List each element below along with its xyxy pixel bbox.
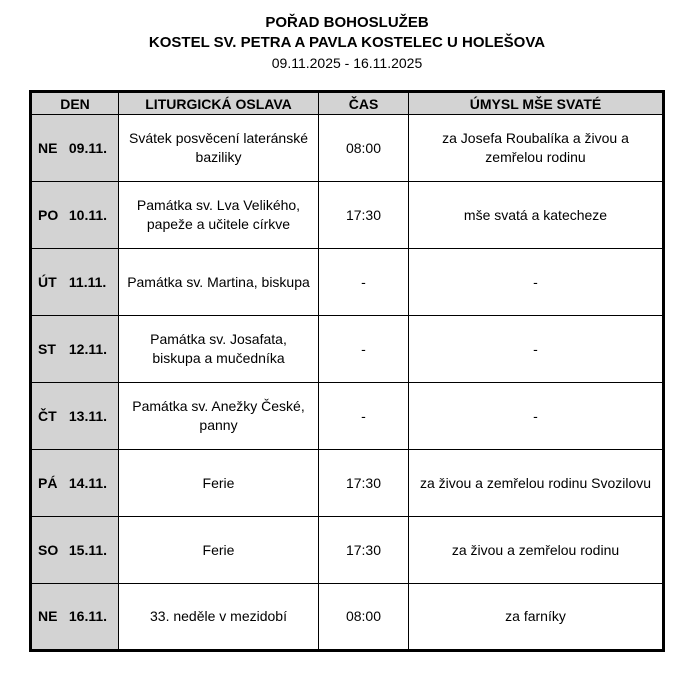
day-cell: [31, 517, 119, 584]
time-cell: 17:30: [319, 450, 409, 517]
table-row: [31, 517, 664, 584]
col-header-celebration: LITURGICKÁ OSLAVA: [119, 92, 319, 115]
intention-cell: -: [409, 316, 664, 383]
day-cell: [31, 182, 119, 249]
day-abbrev: PÁ: [38, 474, 58, 491]
time-cell: 17:30: [319, 517, 409, 584]
intention-cell: -: [409, 383, 664, 450]
intention-cell: za farníky: [409, 584, 664, 651]
table-row: [31, 383, 664, 450]
time-cell: -: [319, 383, 409, 450]
col-header-time: ČAS: [319, 92, 409, 115]
table-row: [31, 584, 664, 651]
church-title: KOSTEL SV. PETRA A PAVLA KOSTELEC U HOLEŠOVA: [148, 34, 546, 51]
celebration-cell: Památka sv. Martina, biskupa: [119, 249, 319, 316]
day-cell: [31, 115, 119, 182]
table-row: [31, 182, 664, 249]
table-row: [31, 115, 664, 182]
day-abbrev: NE: [38, 139, 58, 156]
day-abbrev: SO: [38, 541, 59, 558]
table-row: [31, 316, 664, 383]
table-row: [31, 249, 664, 316]
day-cell: [31, 249, 119, 316]
day-abbrev: NE: [38, 608, 58, 624]
day-cell: [31, 584, 119, 651]
day-date: 11.11.: [68, 273, 107, 290]
celebration-cell: Památka sv. Josafata, biskupa a mučedníka: [119, 316, 319, 383]
day-date: 16.11.: [68, 608, 108, 624]
time-cell: -: [319, 249, 409, 316]
date-range: 09.11.2025 - 16.11.2025: [271, 55, 423, 71]
day-abbrev: ST: [38, 340, 56, 357]
intention-cell: za živou a zemřelou rodinu Svozilovu: [409, 450, 664, 517]
day-abbrev: ČT: [38, 407, 57, 424]
col-header-intention: ÚMYSL MŠE SVATÉ: [409, 92, 664, 115]
day-date: 15.11.: [68, 541, 108, 558]
intention-cell: za živou a zemřelou rodinu: [409, 517, 664, 584]
day-date: 09.11.: [68, 139, 108, 156]
day-date: 12.11.: [68, 340, 108, 357]
day-cell: [31, 316, 119, 383]
day-date: 14.11.: [68, 474, 108, 491]
table-header-row: [31, 92, 664, 115]
day-date: 10.11.: [68, 206, 108, 223]
intention-cell: za Josefa Roubalíka a živou a zemřelou rodinu: [409, 115, 664, 182]
celebration-cell: Památka sv. Lva Velikého, papeže a učitele církve: [119, 182, 319, 249]
day-date: 13.11.: [68, 407, 108, 424]
intention-cell: mše svatá a katecheze: [409, 182, 664, 249]
day-cell: [31, 383, 119, 450]
intention-cell: -: [409, 249, 664, 316]
col-header-day: DEN: [31, 92, 119, 115]
celebration-cell: Ferie: [119, 450, 319, 517]
table-row: [31, 450, 664, 517]
celebration-cell: Ferie: [119, 517, 319, 584]
celebration-cell: Svátek posvěcení lateránské baziliky: [119, 115, 319, 182]
time-cell: 08:00: [319, 584, 409, 651]
time-cell: 17:30: [319, 182, 409, 249]
page-title: POŘAD BOHOSLUŽEB: [265, 14, 429, 31]
celebration-cell: 33. neděle v mezidobí: [119, 584, 319, 651]
schedule-table-body: [31, 115, 664, 651]
time-cell: 08:00: [319, 115, 409, 182]
schedule-table: [29, 90, 665, 652]
day-abbrev: PO: [38, 206, 59, 223]
celebration-cell: Památka sv. Anežky České, panny: [119, 383, 319, 450]
day-abbrev: ÚT: [38, 273, 57, 290]
document-header: [0, 0, 694, 74]
day-cell: [31, 450, 119, 517]
time-cell: -: [319, 316, 409, 383]
